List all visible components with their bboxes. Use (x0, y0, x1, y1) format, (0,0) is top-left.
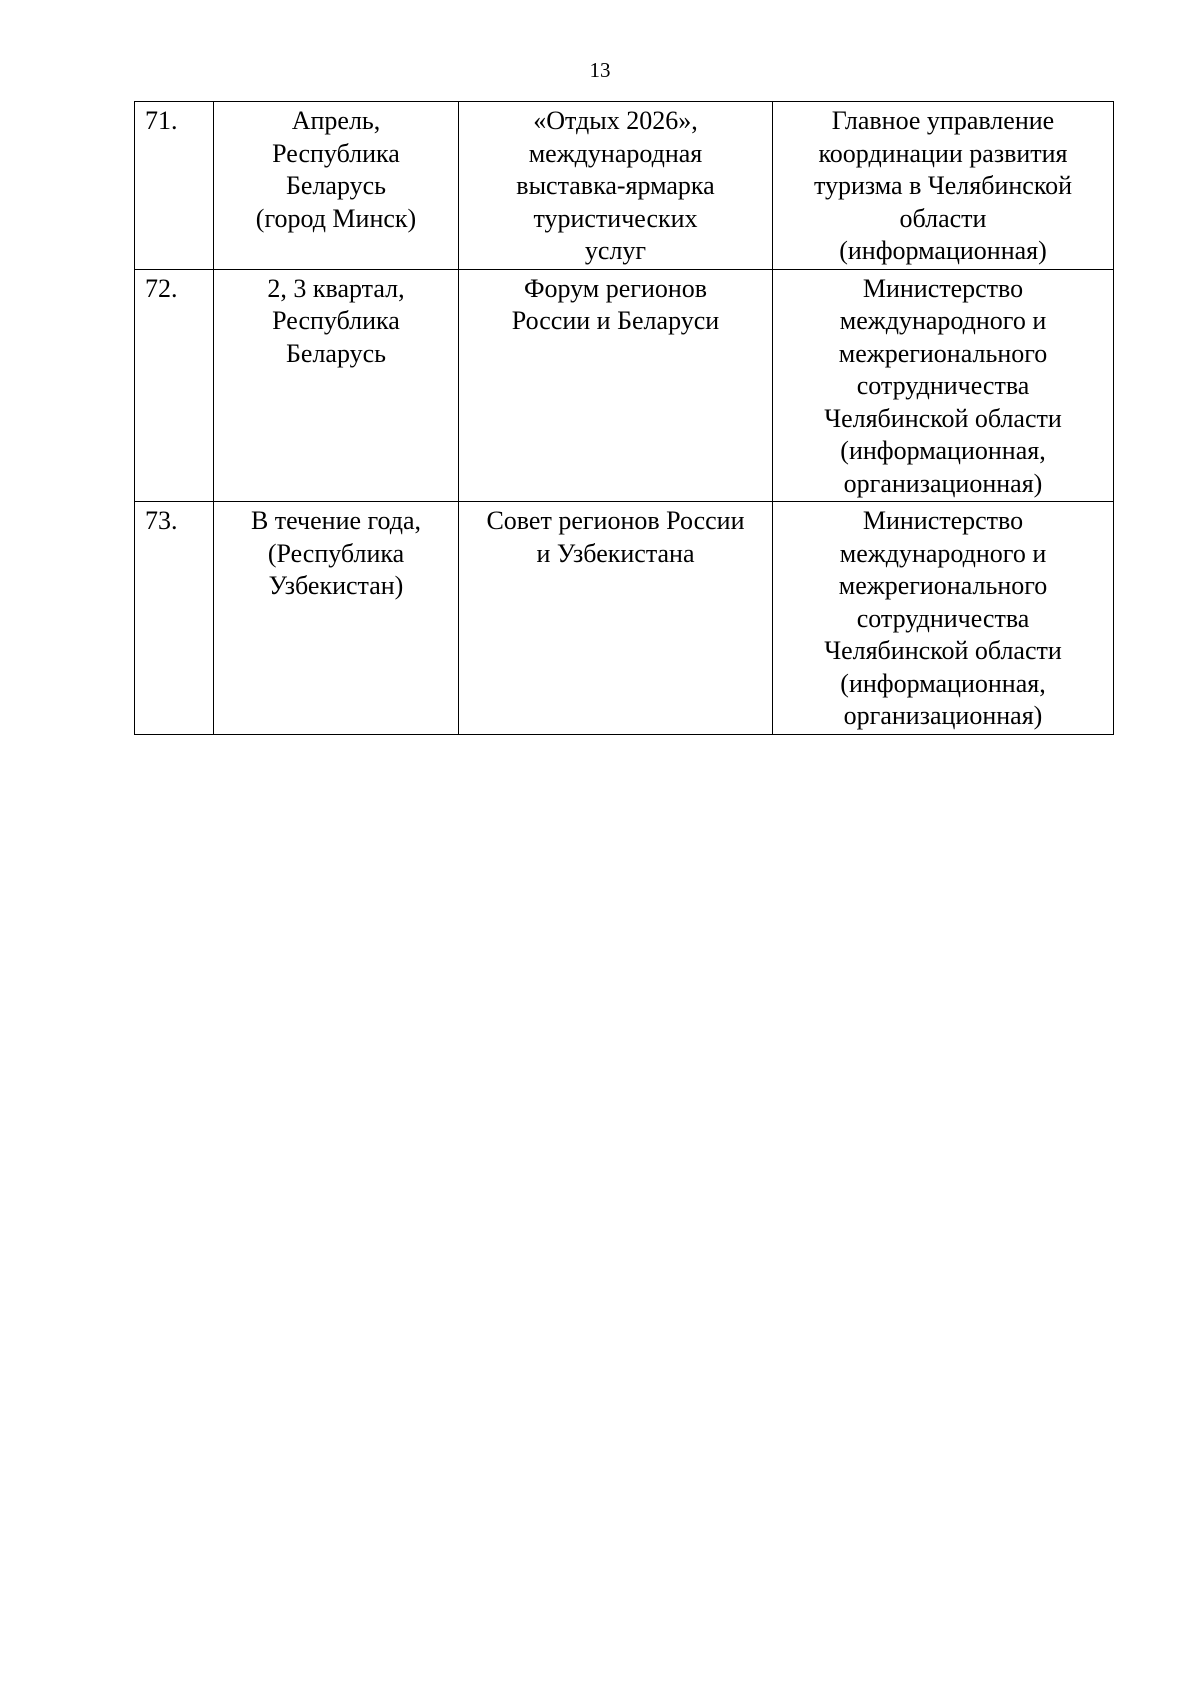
responsible-line: межрегионального (838, 338, 1048, 368)
responsible-line: организационная) (843, 468, 1043, 498)
table-row (135, 269, 1114, 502)
responsible-cell (773, 502, 1114, 735)
responsible-line: координации развития (818, 138, 1068, 168)
responsible-line: международного и (839, 538, 1047, 568)
responsible-line: области (899, 203, 987, 233)
table-row (135, 102, 1114, 270)
responsible-cell (773, 269, 1114, 502)
date-place-cell (214, 269, 459, 502)
date-place-line: (Республика (267, 538, 405, 568)
responsible-line: организационная) (843, 701, 1043, 730)
event-cell (459, 102, 773, 270)
responsible-line: Министерство (862, 506, 1024, 535)
responsible-cell (773, 102, 1114, 270)
event-cell (459, 502, 773, 735)
responsible-line: туризма в Челябинской (813, 171, 1073, 200)
event-line: международная (528, 138, 703, 168)
event-line: выставка-ярмарка (516, 171, 715, 200)
responsible-line: Челябинской области (824, 403, 1062, 433)
responsible-line: (информационная, (840, 436, 1046, 465)
responsible-line: Главное управление (831, 106, 1055, 135)
date-place-cell (214, 502, 459, 735)
row-number: 73. (145, 506, 178, 535)
row-number-cell (135, 502, 214, 735)
event-line: и Узбекистана (536, 538, 695, 568)
event-cell (459, 269, 773, 502)
date-place-line: Узбекистан) (268, 571, 404, 600)
responsible-line: Челябинской области (824, 636, 1062, 665)
row-number-cell (135, 102, 214, 270)
row-number: 71. (145, 106, 178, 135)
date-place-line: 2, 3 квартал, (267, 273, 405, 303)
event-line: туристических (533, 203, 698, 233)
responsible-line: сотрудничества (856, 603, 1030, 633)
event-line: услуг (584, 236, 647, 265)
responsible-line: международного и (839, 306, 1047, 335)
responsible-line: (информационная) (839, 236, 1047, 265)
event-line: Форум регионов (523, 273, 708, 303)
row-number-cell (135, 269, 214, 502)
table-row (135, 502, 1114, 735)
event-line: Совет регионов России (486, 506, 745, 535)
event-line: России и Беларуси (511, 306, 720, 335)
responsible-line: Министерство (862, 273, 1024, 303)
date-place-line: Республика (272, 138, 400, 168)
date-place-line: Беларусь (285, 171, 387, 200)
date-place-line: В течение года, (250, 506, 422, 535)
date-place-line: (город Минск) (255, 203, 417, 233)
responsible-line: межрегионального (838, 571, 1048, 600)
page-number: 13 (589, 58, 611, 82)
responsible-line: (информационная, (840, 668, 1046, 698)
date-place-line: Республика (272, 306, 400, 335)
date-place-cell (214, 102, 459, 270)
row-number: 72. (145, 273, 178, 303)
date-place-line: Апрель, (291, 106, 381, 135)
date-place-line: Беларусь (285, 338, 387, 368)
event-line: «Отдых 2026», (533, 106, 698, 135)
responsible-line: сотрудничества (856, 371, 1030, 400)
events-table (134, 101, 1114, 735)
